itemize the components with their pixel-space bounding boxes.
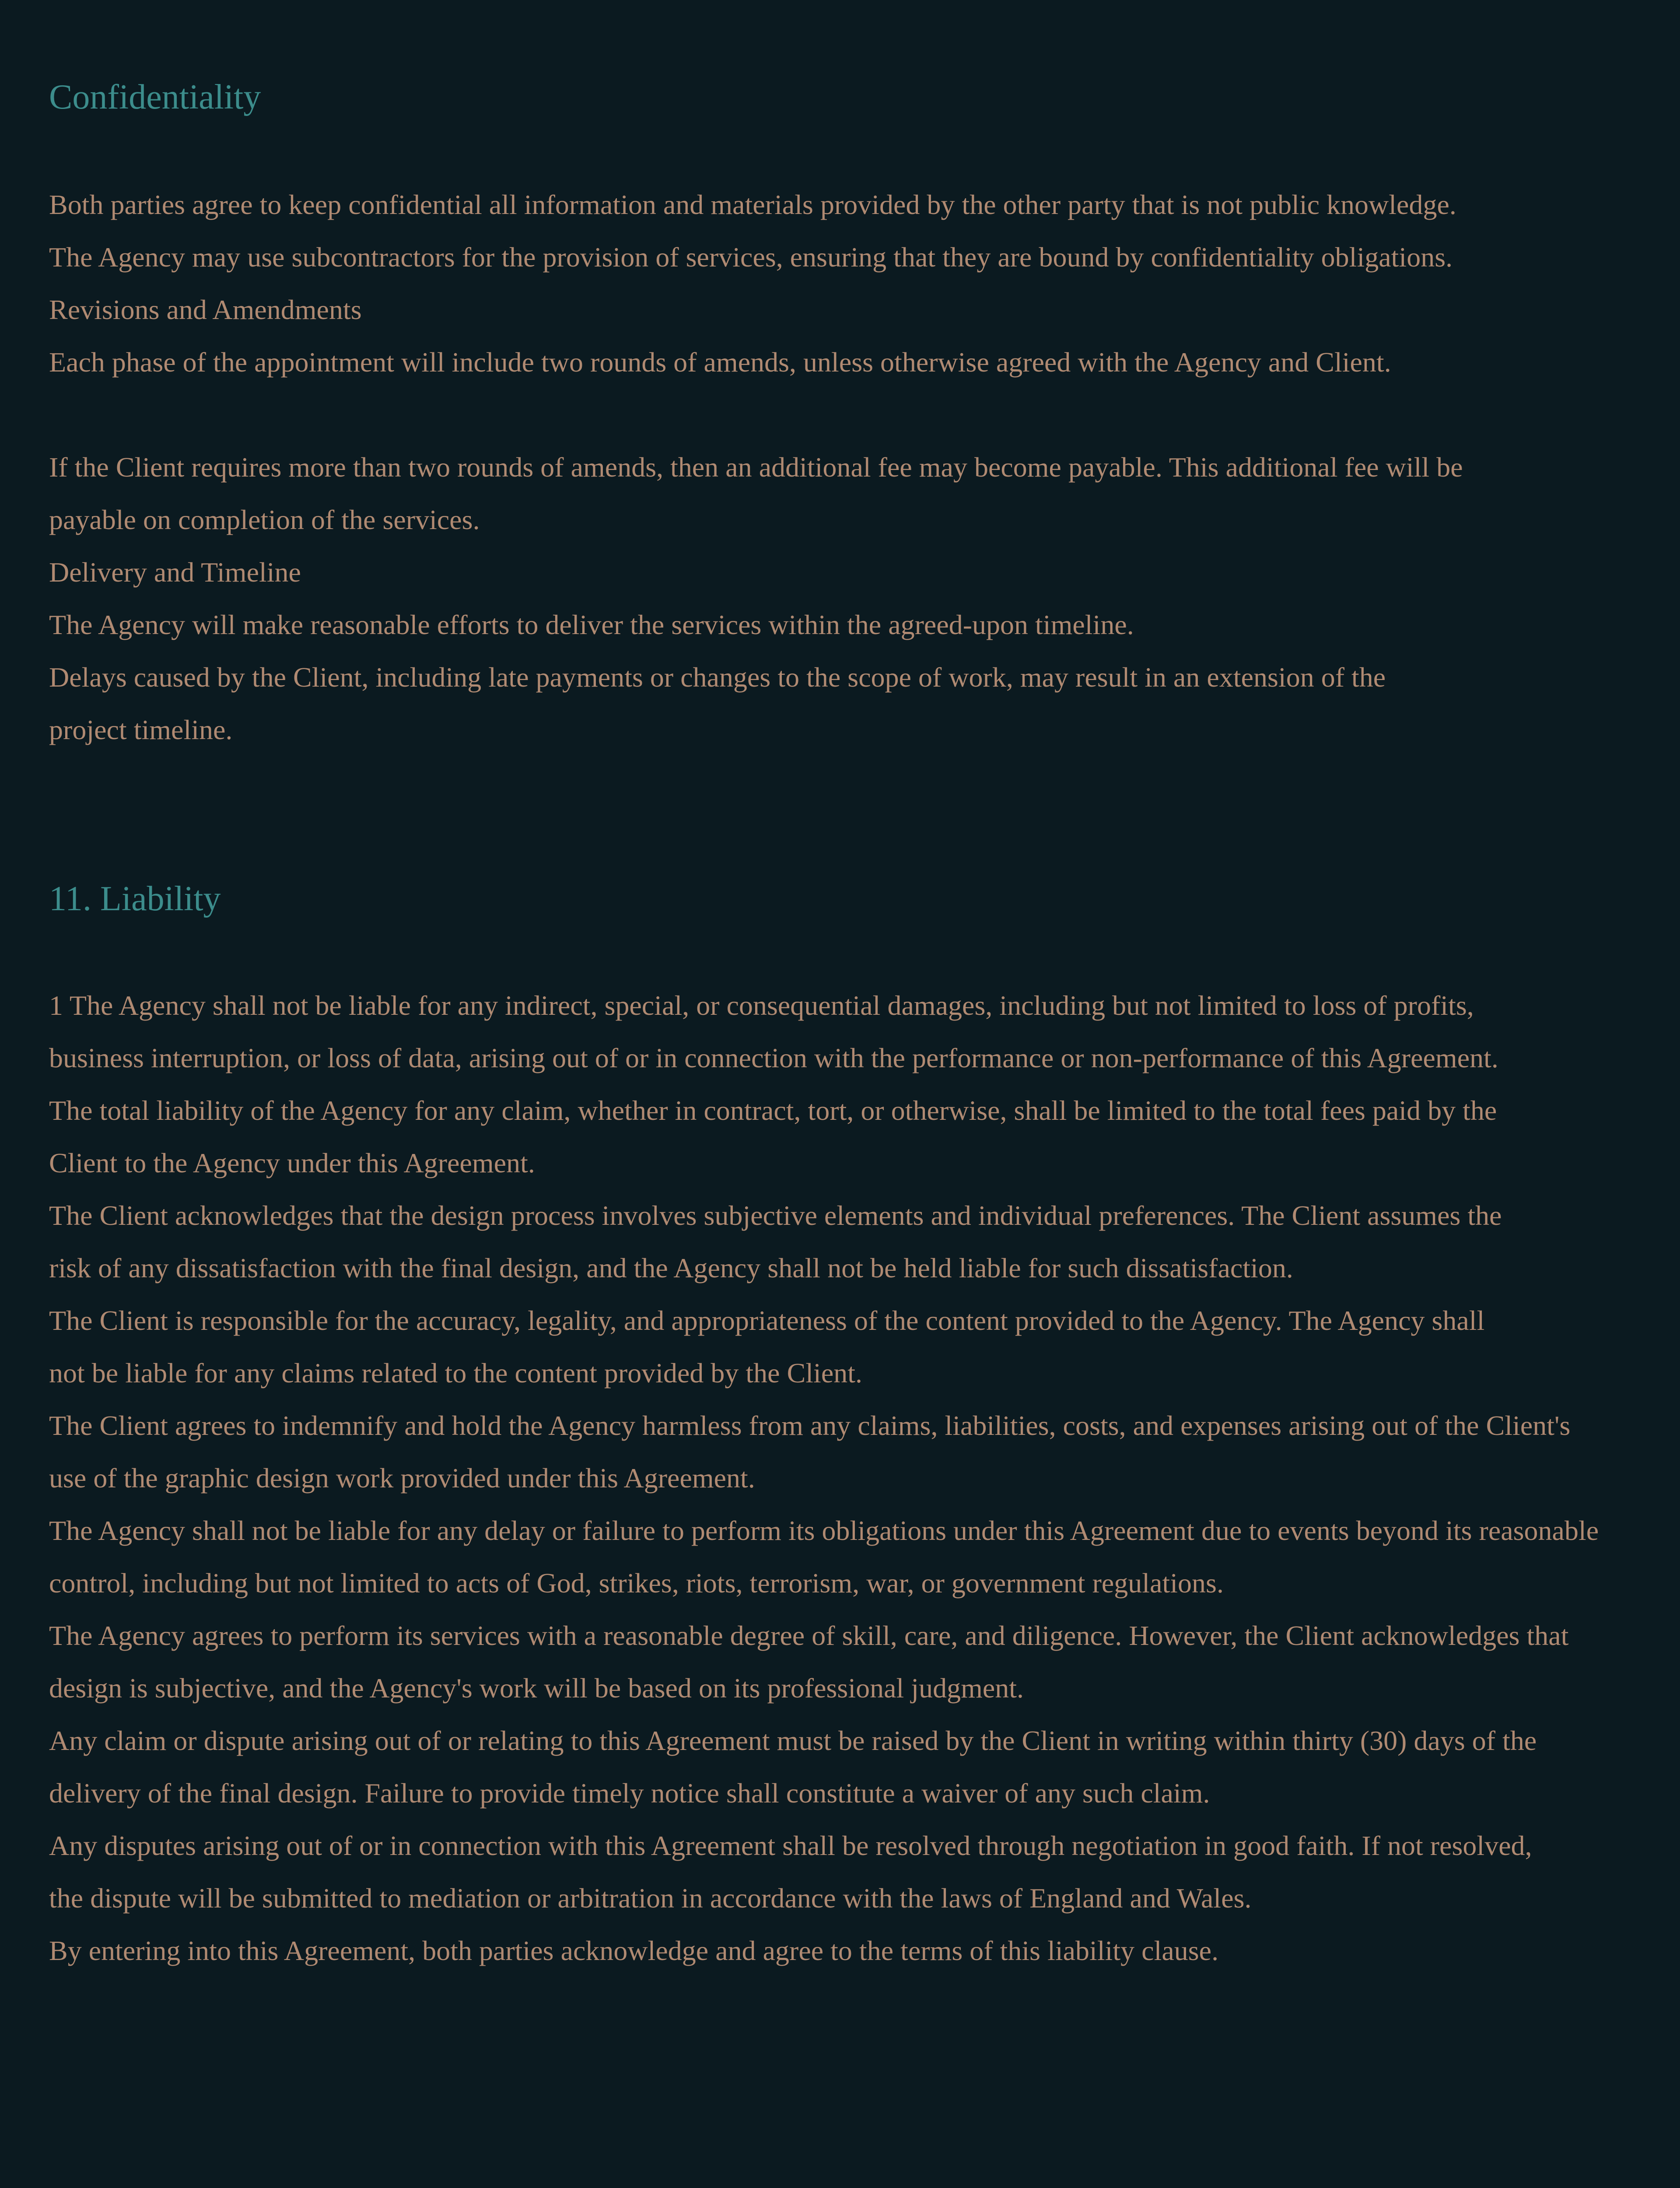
liability-line: 1 The Agency shall not be liable for any indirect, special, or consequential damages, including but not limited to loss of profits, [49, 990, 1474, 1021]
liability-line: The Client agrees to indemnify and hold the Agency harmless from any claims, liabilities, costs, and expenses arising out of the Client's [49, 1410, 1571, 1441]
liability-line: By entering into this Agreement, both parties acknowledge and agree to the terms of this liability clause. [49, 1935, 1219, 1966]
confidentiality-line: Each phase of the appointment will include two rounds of amends, unless otherwise agreed with the Agency and Client. [49, 347, 1391, 378]
liability-line: use of the graphic design work provided under this Agreement. [49, 1462, 755, 1494]
liability-line: not be liable for any claims related to the content provided by the Client. [49, 1357, 862, 1389]
confidentiality-line: The Agency may use subcontractors for the provision of services, ensuring that they are bound by confidentiality obligations. [49, 242, 1453, 273]
confidentiality-line: payable on completion of the services. [49, 504, 480, 535]
liability-line: The Client is responsible for the accuracy, legality, and appropriateness of the content provided to the Agency. The Agency shall [49, 1305, 1485, 1336]
liability-line: The Agency shall not be liable for any delay or failure to perform its obligations under this Agreement due to events beyond its reasonable [49, 1515, 1599, 1546]
confidentiality-line: Delays caused by the Client, including late payments or changes to the scope of work, may result in an extension of the [49, 662, 1386, 693]
liability-heading: 11. Liability [49, 880, 221, 918]
confidentiality-line: If the Client requires more than two rounds of amends, then an additional fee may become payable. This additional fee will be [49, 452, 1463, 483]
liability-line: The total liability of the Agency for any claim, whether in contract, tort, or otherwise, shall be limited to the total fees paid by the [49, 1095, 1497, 1126]
liability-line: control, including but not limited to acts of God, strikes, riots, terrorism, war, or government regulations. [49, 1567, 1224, 1599]
liability-line: The Agency agrees to perform its services with a reasonable degree of skill, care, and diligence. However, the Client acknowledges that [49, 1620, 1569, 1651]
liability-line: Client to the Agency under this Agreement. [49, 1147, 535, 1178]
confidentiality-line: project timeline. [49, 714, 233, 745]
liability-line: Any disputes arising out of or in connection with this Agreement shall be resolved through negotiation in good faith. If not resolved, [49, 1830, 1532, 1861]
confidentiality-line: Both parties agree to keep confidential all information and materials provided by the other party that is not public knowledge. [49, 189, 1456, 220]
confidentiality-line: The Agency will make reasonable efforts to deliver the services within the agreed-upon timeline. [49, 609, 1134, 640]
liability-line: Any claim or dispute arising out of or relating to this Agreement must be raised by the Client in writing within thirty (30) days of the [49, 1725, 1537, 1756]
confidentiality-heading: Confidentiality [49, 78, 261, 116]
subheading-revisions: Revisions and Amendments [49, 294, 362, 325]
liability-line: business interruption, or loss of data, arising out of or in connection with the performance or non-performance of this Agreement. [49, 1042, 1498, 1073]
subheading-delivery: Delivery and Timeline [49, 557, 301, 588]
liability-line: The Client acknowledges that the design process involves subjective elements and individual preferences. The Client assumes the [49, 1200, 1502, 1231]
liability-line: the dispute will be submitted to mediation or arbitration in accordance with the laws of England and Wales. [49, 1883, 1252, 1914]
liability-line: risk of any dissatisfaction with the final design, and the Agency shall not be held liable for such dissatisfaction. [49, 1252, 1293, 1283]
liability-line: delivery of the final design. Failure to provide timely notice shall constitute a waiver of any such claim. [49, 1778, 1210, 1809]
liability-line: design is subjective, and the Agency's work will be based on its professional judgment. [49, 1673, 1024, 1704]
